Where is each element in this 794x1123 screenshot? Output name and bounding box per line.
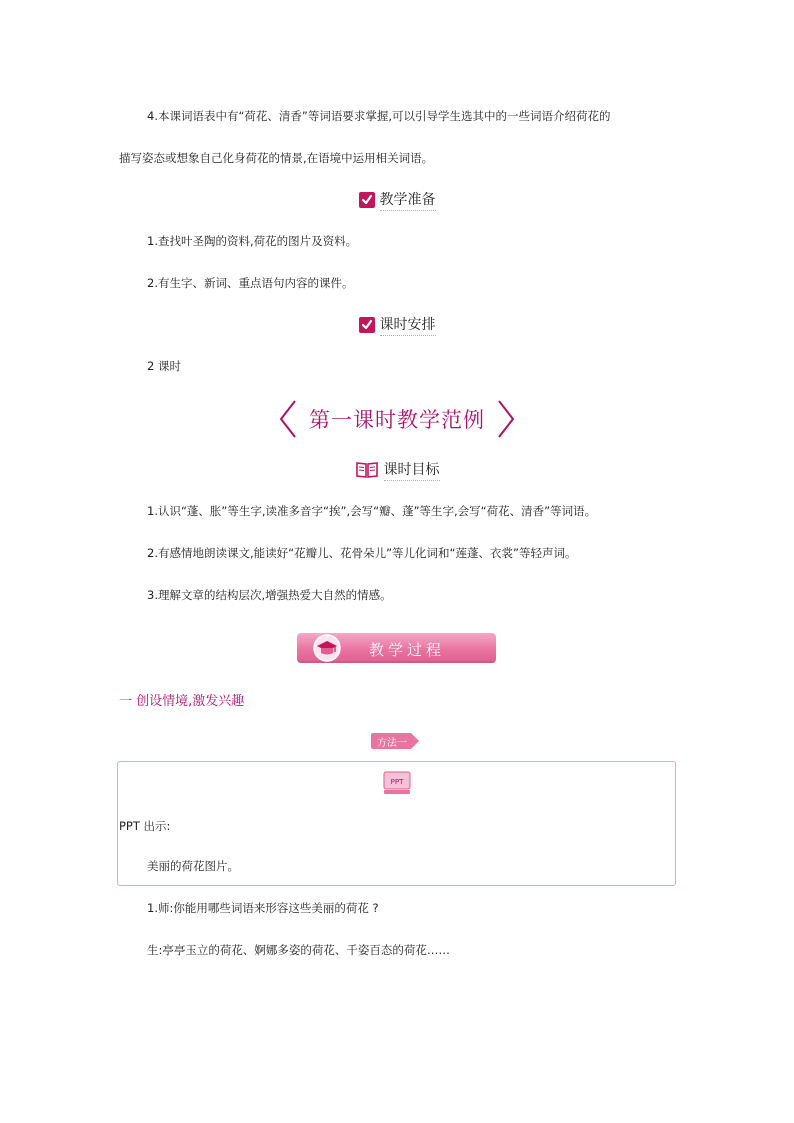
- lesson-title-text: 第一课时教学范例: [309, 408, 485, 432]
- prep-heading: [0, 189, 794, 212]
- process-banner: [297, 633, 496, 663]
- step-1-title: 一 创设情境,激发兴趣: [119, 694, 245, 709]
- check-mark-icon: [359, 317, 375, 333]
- goal-item-3: 3.理解文章的结构层次,增强热爱大自然的情感。: [147, 588, 392, 602]
- method-tag-label: 方法一: [377, 738, 407, 749]
- method-tag: [371, 733, 419, 749]
- ppt-icon-text: PPT: [390, 778, 404, 786]
- check-mark-icon: [359, 192, 375, 208]
- lesson-title: [0, 398, 794, 440]
- prep-item-2: 2.有生字、新词、重点语句内容的课件。: [147, 276, 354, 290]
- dialog-line-1: 1.师:你能用哪些词语来形容这些美丽的荷花 ?: [147, 901, 379, 915]
- dialog-line-2: 生:亭亭玉立的荷花、婀娜多姿的荷花、千姿百态的荷花……: [147, 943, 450, 957]
- prep-heading-label: 教学准备: [380, 189, 436, 211]
- right-bracket-icon: [495, 399, 517, 439]
- ppt-label: PPT 出示:: [119, 819, 171, 833]
- book-icon: [355, 461, 379, 479]
- schedule-heading-label: 课时安排: [380, 314, 436, 336]
- goal-item-1: 1.认识“蓬、胀”等生字,读准多音字“挨”,会写“瓣、蓬”等生字,会写“荷花、清香”等词语。: [147, 504, 597, 518]
- left-bracket-icon: [277, 399, 299, 439]
- intro-line-1: 4.本课词语表中有“荷花、清香”等词语要求掌握,可以引导学生选其中的一些词语介绍荷花的: [147, 109, 611, 123]
- process-banner-label: 教学过程: [369, 641, 446, 659]
- goals-heading: [0, 459, 794, 483]
- ppt-content: 美丽的荷花图片。: [147, 859, 239, 873]
- goals-heading-label: 课时目标: [384, 459, 440, 481]
- schedule-heading: [0, 314, 794, 337]
- goal-item-2: 2.有感情地朗读课文,能读好“花瓣儿、花骨朵儿”等儿化词和“莲蓬、衣裳”等轻声词。: [147, 546, 577, 560]
- ppt-icon: [383, 771, 411, 795]
- schedule-value: 2 课时: [147, 359, 181, 373]
- intro-line-2: 描写姿态或想象自己化身荷花的情景,在语境中运用相关词语。: [119, 151, 434, 165]
- prep-item-1: 1.查找叶圣陶的资料,荷花的图片及资料。: [147, 234, 358, 248]
- graduation-cap-icon: [311, 634, 343, 662]
